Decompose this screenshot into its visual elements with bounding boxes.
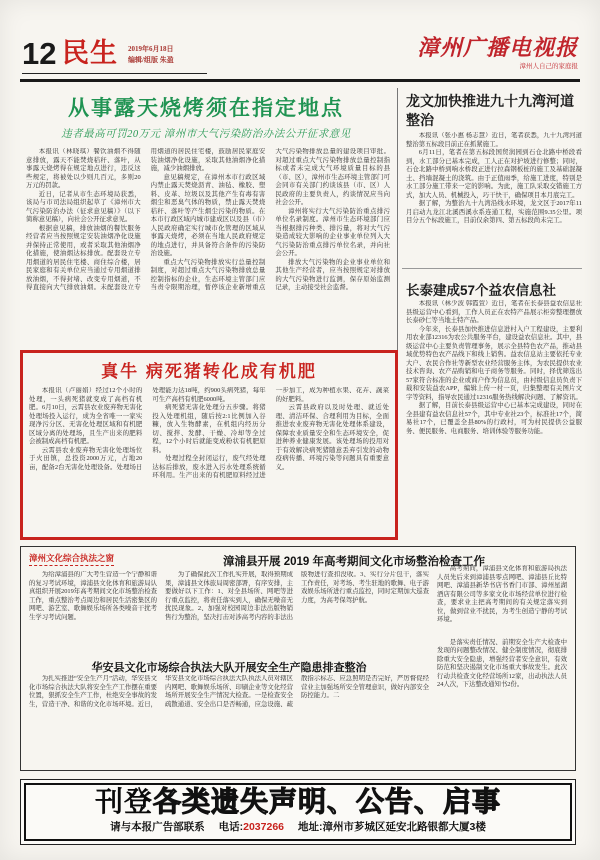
huaan-article-body — [29, 675, 429, 765]
ad-headline — [26, 786, 570, 818]
paragraph: 本报讯（张小惠 杨志慧）近日，笔者获悉，九十九湾河道整治第五标段目前正在抓紧施工。 — [406, 132, 582, 148]
paragraph: 意见稿规定，在漳州本市行政区域内禁止露天焚烧沥青、油毡、橡胶、塑料、皮革、垃圾以及其他产生有毒有害烟尘和恶臭气体的物质，禁止露天焚烧秸秆、落叶等产生烟尘污染的物质。在本市行政区域内城市建成区以及县（市）人民政府确定实行城市化管理的区域从事露天烧烤，必须在当地人民政府规定的地点进行，并具备符合条件的污染防治设施。 — [150, 173, 266, 258]
masthead — [417, 36, 578, 70]
date-editor-block — [128, 44, 174, 65]
right1-body — [406, 132, 582, 260]
culture-box — [20, 546, 576, 771]
paragraph: 为了确保此次工作扎实开展，取得预期成果，漳浦县文体旅局周密部署，有序安排，主要做好以下工作：1、对全县场所、网吧等进行重点监控，将责任落实到人，确保无噪音无扰民现象。2、加强对校园周边非法出版物销售行为整治，坚决打击对涉高考内容的非法出版物进行查扣没收。3、实行分片包干，落实工作责任，对考场、考生驻地的歌舞、电子游戏娱乐场所进行重点监控，同时定期加大巡查力度，为高考保驾护航。 — [165, 571, 429, 621]
header-thin-rule — [22, 73, 207, 74]
ad-address: 地址:漳州市芗城区延安北路银都大厦3楼 — [298, 821, 486, 834]
article-separator — [402, 268, 582, 269]
paragraph: 为给漳浦县的广大考生营造一个宁静和谐的复习考试环境，漳浦县文化体育和旅游局认真组织开展2019年高考期间文化市场整治检查工作，重点整治考点周边和居民生活密集区的网吧、游艺室、歌舞娱乐场所各类噪音干扰考生学习考试问题。 — [29, 571, 157, 621]
paragraph: 根据意见稿，排放油烟的餐饮服务经营者应当按照规定安装油烟净化设施并保持正常使用，或者采取其他油烟净化措施，使油烟达标排放。配套设立专用烟道的居民住宅楼、商住综合楼，居民家庭和有关单位应当通过专用烟道排放油烟，不得封堵、改变专用烟道，不得直接向大气排放油烟。未配套设立专用烟道的居民住宅楼，鼓励居民家庭安装油烟净化设施，采取其他油烟净化措施，减少油烟排放。 — [26, 148, 266, 292]
masthead-tagline: 漳州人自己的家庭报 — [519, 63, 578, 71]
huaan-article-headline: 华安县文化市场综合执法大队开展安全生产隐患排查整治 — [91, 662, 367, 674]
paragraph: 重点大气污染物排放实行总量控制制度，对超过重点大气污染物排放总量控制指标的企业，生态环境主管部门应当责令限期治理，暂停该企业新增重点大气污染物排放总量的建设项目审批。对超过重点大气污染物排放总量控制指标或者未完成大气环境质量目标的县（市、区），漳州市生态环境主管部门可会同市有关部门约谈该县（市、区）人民政府的主要负责人，约谈情况应当向社会公开。 — [150, 148, 390, 292]
page-date: 2019年6月18日 — [128, 45, 174, 53]
paragraph: 处理过程全封闭运行，废气经处理达标后排放，废水进入污水处理系统循环利用。生产出来的有机肥原料经过进一步加工，成为种植水果、花卉、蔬菜的好肥料。 — [152, 387, 389, 480]
paragraph: 云霄县政府以及时处理、就近处理、清洁环保、合理利用为目标，全面推进农业废弃物无害化处理体系建设，保障农业质量安全和生态环境安全，促进种养业健康发展。该处理场的投用对于有效解决病死猪随意丢弃引发的动物疫病传播、环境污染等问题具有重要意义。 — [275, 404, 389, 471]
paragraph: 本报讯（卢丽娟）经过12个小时的处理，一头病死猪就变成了高档有机肥。6月10日，云霄县农业废弃物无害化处理场投入运行，成为全省唯一一家实现净污分区、无害化处理区域和有机肥区域分离的处理场，且生产出来的肥料会被制成高档有机肥。 — [29, 387, 143, 446]
ad-phone: 2037266 — [243, 821, 285, 834]
paragraph: 据了解，目前长泰县级运营中心已基本完成建设，同时在全县建有益农信息社57个，其中专业社23个，标准社17个，简易社17个，已覆盖全县80%的行政村，可为村民提供公益服务、便民服务、电商服务、培训体验等服务功能。 — [406, 402, 582, 435]
lead-subhead: 违者最高可罚20万元 漳州市大气污染防治办法公开征求意见 — [61, 129, 351, 140]
ad-prefix: 刊登 — [94, 786, 153, 817]
page-number: 12 — [22, 36, 57, 71]
paragraph: 6月11日，笔者在第五标段国贸润园到石仓北路中桥段看到，水工部分已基本完成，工人正在对护坡进行修整；同时，石仓北路中桥到响水桥段正进行拉森钢板桩的施工及基础混凝土、挡墙混凝土的浇筑。由于正值雨季，给施工进度，特别是水工部分施工带来一定的影响。为此，施工队采取交错施工方式，加大人员、机械投入，巧干快干，确保项目本月底完工。 — [406, 149, 582, 199]
red-box-article — [20, 350, 398, 540]
culture-box-label: 漳州文化综合执法之窗 — [29, 552, 114, 566]
paragraph: 云霄县农业废弃物无害化处理场位于火田镇，总投资2000万元，占地20亩，配备2台无害化处理设备。处理场日处理能力达18吨，约900头病死猪，每年可生产高档有机肥6000吨。 — [29, 387, 266, 471]
ad-contact-line — [26, 819, 570, 834]
paragraph: 今年来，长泰县加快推进信息进村入户工程建设，主要利用农业部12316为农公共服务平台，建设益农信息社。其中，县级运营中心主要负责管理事务，展示全县特色农产品，推动县域优势特色农产品线下和线上销售。益农信息站主要依托专业大户、农民合作社等新型农业经营服务主体，为农民提供农业技术咨询、农产品购销和电子商务等服务。同时，择优筛选出57家符合标准的企业或商户作为信息员，由村级信息员负责下载和安装益农APP，编辑上传一村一页，归集整理有关图片文字等资料，指导农民通过12316服务热线解决问题、了解资讯。 — [406, 325, 582, 401]
huaan-side-paragraph: 是落实责任情况、前期安全生产大检查中发现的问题整改情况、健全制度情况，彻底排除重大安全隐患，增强经营者安全意识，有效防范和坚决遏制文化市场重大事故发生。此次行动共检查文化经营场所12家，出动执法人员24人次，下达整改通知书2份。 — [437, 638, 567, 689]
organic-headline: 真牛 病死猪转化成有机肥 — [101, 362, 317, 381]
paragraph: 为扎实推进“安全生产月”活动，华安县文化市场综合执法大队将安全生产工作摆在重要位置，狠抓安全生产工作，杜绝安全事故的发生，营造干净、和谐的文化市场环境。近日，华安县文化市场综合执法大队执法人员对辖区内网吧、歌舞娱乐场所、印刷企业等文化经营场所开展安全生产情况大检查。一是检查安全疏散通道、安全出口是否畅通，应急设施、疏散指示标志、应急照明是否完好，严厉督促经营业主加强场所安全管理意识，做好内部安全防控能力。二 — [29, 675, 429, 708]
page-editor: 编辑/组版 朱盈 — [128, 55, 174, 64]
paragraph: 近日，记者从市生态环境局获悉，该局与市司法局组织起草了《漳州市大气污染防治办法（征求意见稿）》（以下简称意见稿），向社会公开征求意见。 — [26, 190, 141, 224]
ad-inner-frame — [24, 783, 572, 841]
lead-headline: 从事露天烧烤须在指定地点 — [68, 97, 344, 120]
zhangpu-article-body — [29, 571, 429, 657]
zhangpu-article-headline: 漳浦县开展 2019 年高考期间文化市场整治检查工作 — [223, 556, 485, 568]
paragraph: 本报讯（林晓琪）餐饮油烟不得随意排放，露天不能焚烧秸秆、落叶，从事露天烧烤得在规定地点进行，违反这些规定，将被处以少则几百元，多则20万元的罚款。 — [26, 148, 141, 190]
right2-body — [406, 300, 582, 536]
paragraph: 排放大气污染物的企业事业单位和其他生产经营者，应当按照规定对排放的大气污染物进行监测，保存原始监测记录，主动接受社会监督。 — [275, 258, 390, 292]
ad-phone-label: 电话: — [218, 821, 244, 834]
lead-body — [26, 148, 390, 344]
ad-contact: 请与本报广告部联系 — [110, 821, 205, 834]
header-rule — [20, 79, 580, 82]
paragraph: 漳州将实行大气污染防治重点排污单位名录制度。漳州市生态环境部门应当根据排污种类、排污量，将对大气污染造成较大影响的企业事业单位列入大气污染防治重点排污单位名录，并向社会公开。 — [275, 207, 390, 258]
right1-headline: 龙文加快推进九十九湾河道整治 — [406, 93, 574, 128]
paragraph: 病死猪无害化处理分五步骤。将猪投入处理机组，随后按2:1比例加入谷糠，放入生物酵素，在机组内经历分切、搅拌、发酵、干燥、冷却等全过程，12个小时后就能变成粉状有机肥原料。 — [152, 404, 266, 454]
paragraph: 据了解，为整治九十九湾沿线水环境，龙文区于2017年11月启动九龙江北溪西溪水系连通工程，实施范围9.35公里。项目分五个标段施工，目前仅余第四、第五标段尚未完工。 — [406, 200, 582, 225]
ad-title: 各类遗失声明、公告、启事 — [153, 786, 502, 817]
paragraph: 本报讯（林少波 韩霞萱）近日，笔者在长泰县益农信息社县级运营中心看到，工作人员正在农特产品展示柜旁整理摆放长泰砂仁等当地土特产品。 — [406, 300, 582, 325]
ad-box — [20, 779, 576, 845]
zhangpu-side-paragraph: 高考期间，漳浦县文化体育和旅游局执法人员先后来到漳浦县零点网吧、漳浦县丘比特网吧、漳浦县新华书店书香门市部、漳州星湖酒店有限公司等多家文化市场经营单位进行检查，要求业主把高考期间的有关规定落实到位，做到营业不扰民，为考生创造宁静的考试环境。 — [437, 565, 567, 624]
section-title: 民生 — [62, 38, 118, 68]
right2-headline: 长泰建成57个益农信息社 — [406, 283, 557, 298]
organic-body — [29, 387, 389, 537]
masthead-logo: 漳州广播电视报 — [416, 35, 578, 60]
culture-box-side-column — [437, 565, 567, 765]
